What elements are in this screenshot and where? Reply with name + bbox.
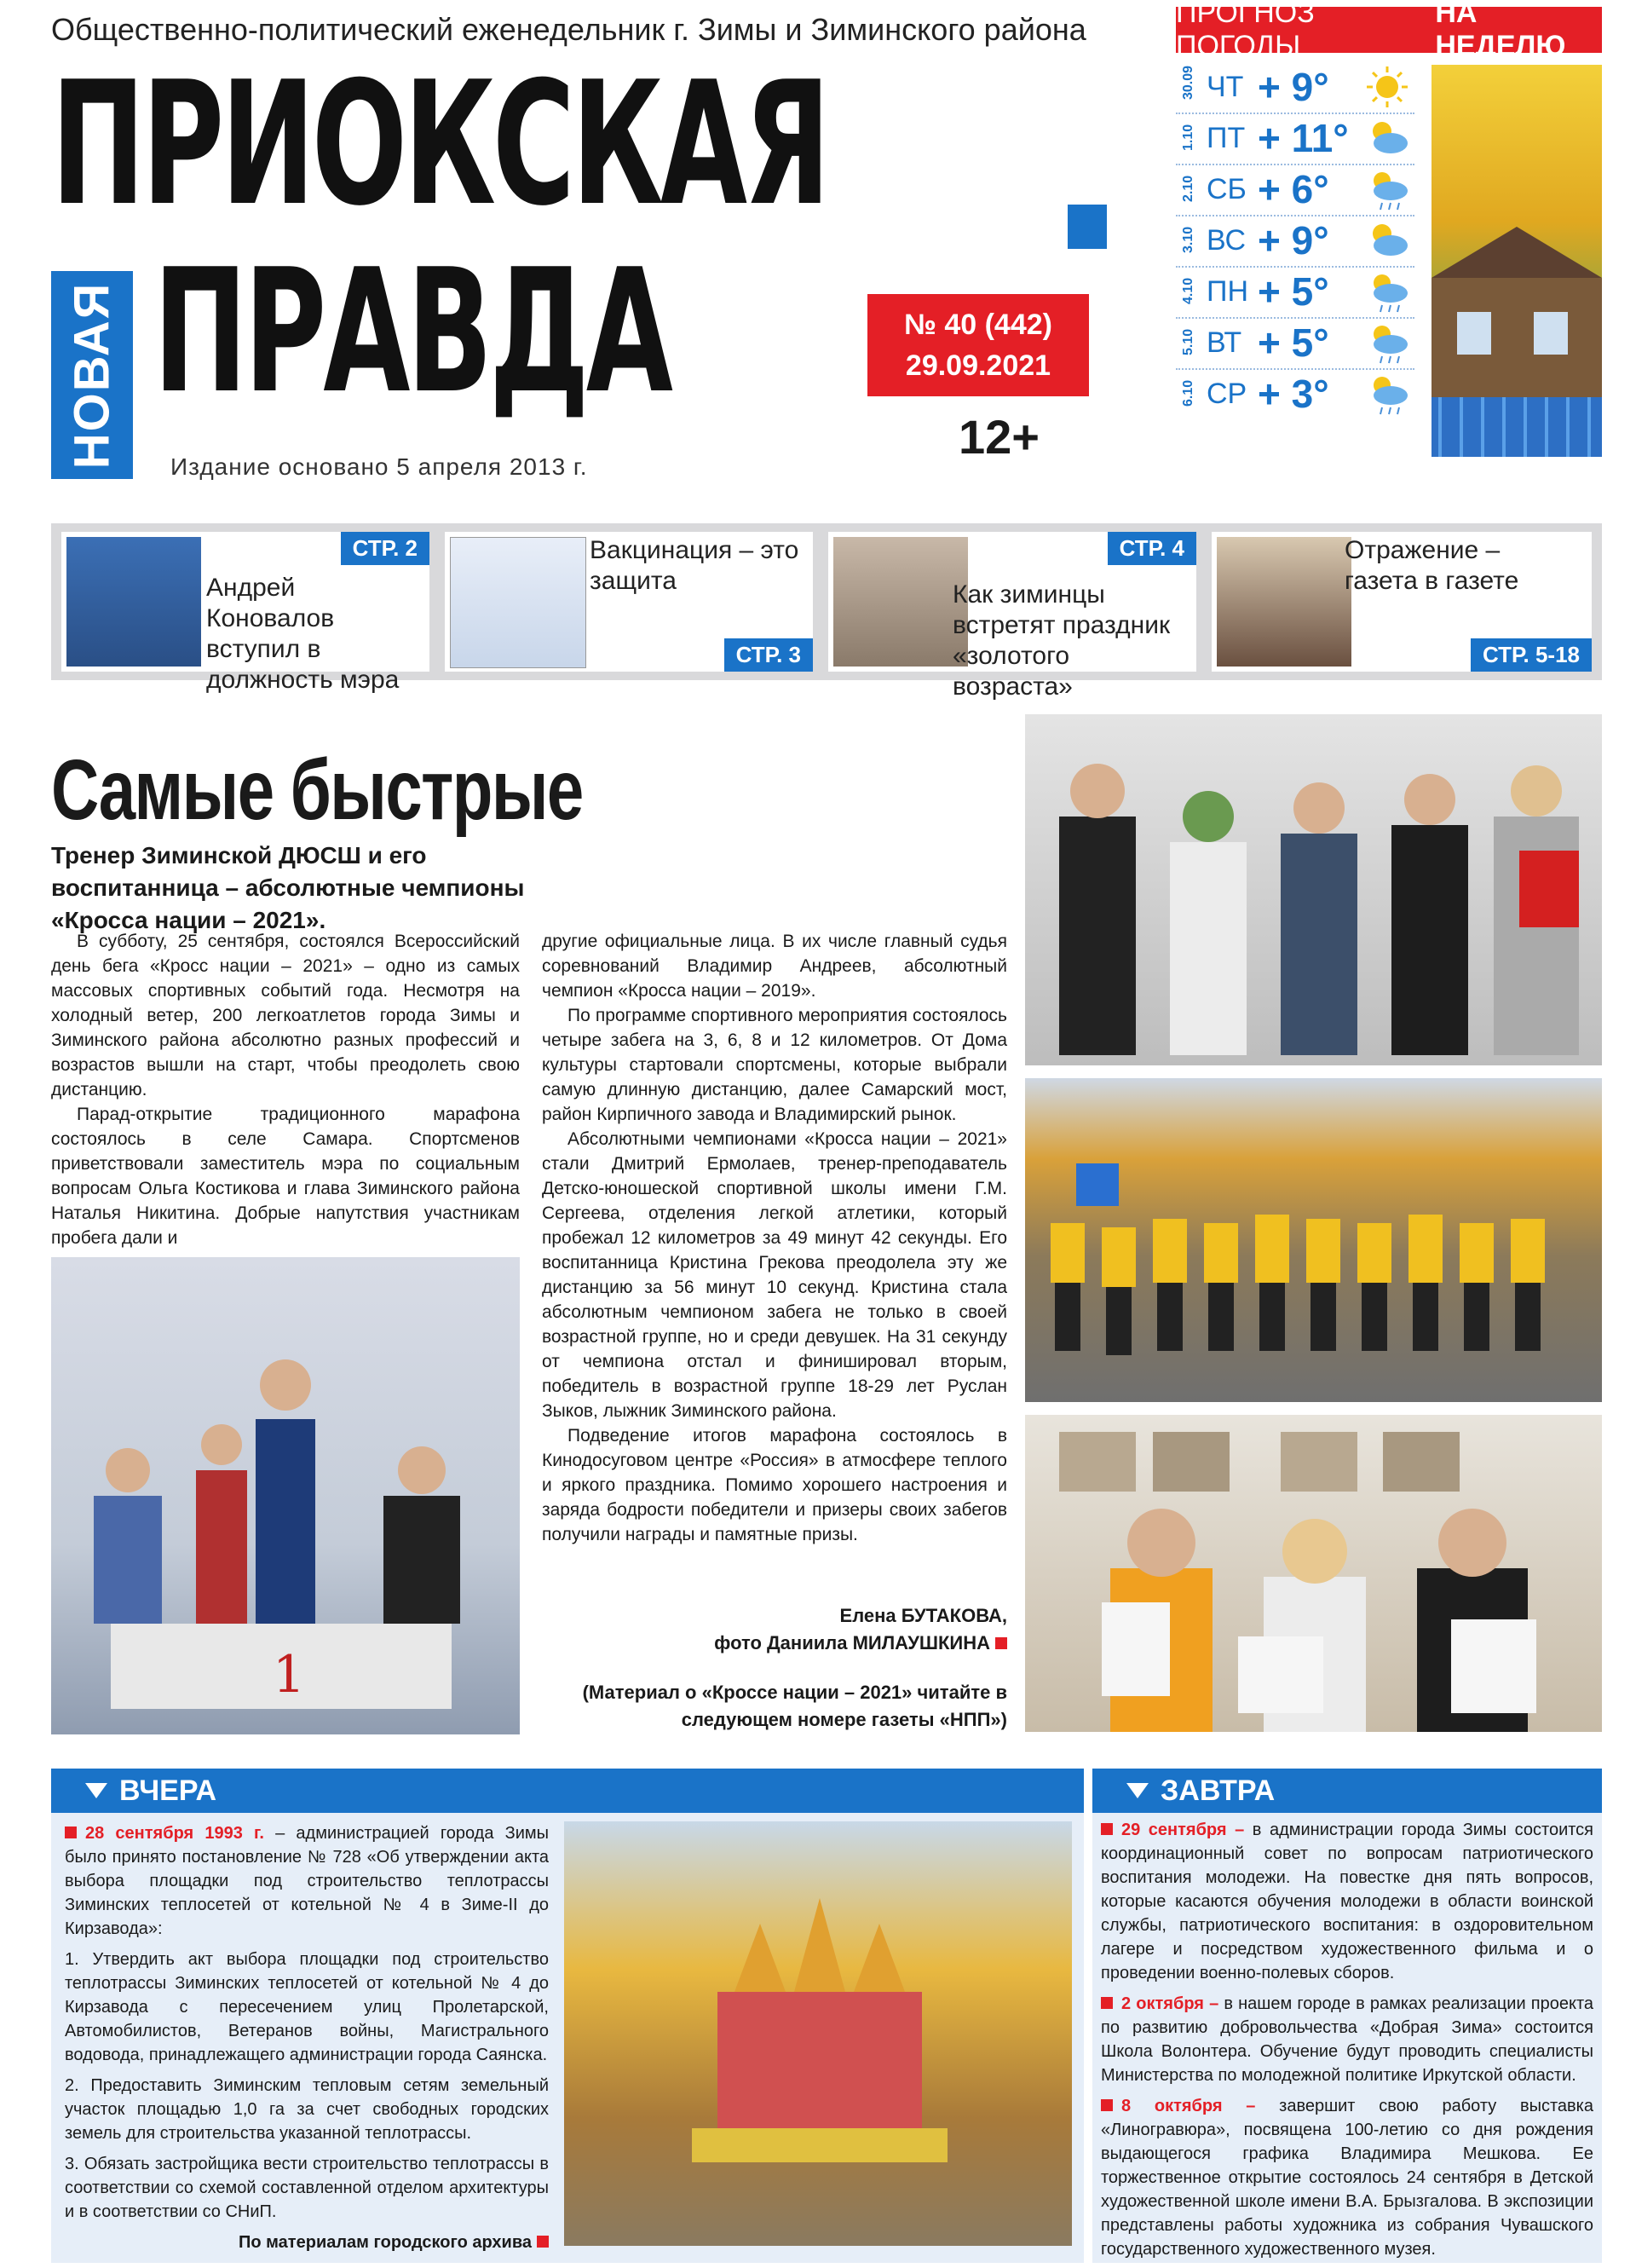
weather-row: [1176, 215, 1414, 266]
weather-date: 1.10: [1181, 124, 1195, 151]
issue-badge: [867, 294, 1089, 396]
end-mark: [537, 2236, 549, 2248]
teaser-text: Отражение – газета в газете: [1345, 536, 1519, 595]
girls-illustration: [1025, 1415, 1602, 1732]
tomorrow-item: [1101, 1818, 1593, 1985]
weather-row: [1176, 317, 1414, 368]
weather-temp: + 9°: [1258, 65, 1329, 109]
runners-illustration: [1025, 1078, 1602, 1402]
weather-date: 6.10: [1181, 379, 1195, 407]
weather-date: 2.10: [1181, 175, 1195, 202]
bullet-square: [1101, 2099, 1113, 2111]
cloud-rain-icon: [1365, 372, 1409, 416]
teaser-page-tag: СТР. 4: [1108, 532, 1196, 565]
yesterday-source-text: По материалам городского архива: [239, 2233, 532, 2252]
end-mark: [995, 1637, 1007, 1649]
tomorrow-heading: [1092, 1769, 1602, 1813]
playground-illustration: [564, 1821, 1072, 2246]
weather-date: 3.10: [1181, 226, 1195, 253]
cloud-rain-icon: [1365, 167, 1409, 211]
cloud-sun-icon: [1365, 218, 1409, 263]
weather-day: ПН: [1207, 274, 1248, 308]
weather-row: [1176, 368, 1414, 419]
bullet-square: [65, 1827, 77, 1838]
teaser-page-tag: СТР. 3: [724, 638, 813, 672]
yesterday-source: [65, 2230, 549, 2254]
tomorrow-text: [1101, 1818, 1593, 2268]
article-headline: Самые быстрые: [51, 742, 583, 838]
triangle-down-icon: [85, 1783, 107, 1798]
tomorrow-item-text: завершит свою работу выставка «Линогравюра», посвящена 100-летию со дня рождения выдающегося графика Владимира Мешкова. Ее торжественное открытие состоялось 24 сентября в Детской художественной школе имени В.А. Брызгалова. В экспозиции представлены работы художника из собрания Чувашского государственного художественного музея.: [1101, 2097, 1593, 2259]
girls-photo: [1025, 1415, 1602, 1732]
weather-temp: + 3°: [1258, 372, 1329, 416]
weather-heading: [1176, 0, 1602, 62]
article-column-1: [51, 929, 520, 1250]
yesterday-heading: [51, 1769, 1084, 1813]
yesterday-date: 28 сентября 1993 г.: [85, 1824, 264, 1843]
teaser-mayor[interactable]: [61, 532, 429, 694]
triangle-down-icon: [1126, 1783, 1149, 1798]
yesterday-item: 1. Утвердить акт выбора площадки под строительство теплотрассы Зиминских теплосетей от котельной № 4 до Кирзавода с пересечением улиц Пролетарской, Автомобилистов, Ветеранов войны, Магистрального водовода, принадлежащего администрации города Саянска.: [65, 1950, 549, 2064]
yesterday-intro-text: – администрацией города Зимы было принято постановление № 728 «Об утверждении акта выбора площадки под строительство теплотрассы Зиминских теплосетей от котельной № 4 в Зиме-II до Кирзавода»:: [65, 1824, 549, 1938]
weather-day: ПТ: [1207, 121, 1246, 154]
article-byline: [542, 1602, 1007, 1657]
article-paragraph: Абсолютными чемпионами «Кросса нации – 2021» стали Дмитрий Ермолаев, тренер-преподаватель Детско-юношеской спортивной школы имени Г.М. Сергеева, отделения легкой атлетики, который пробежал 12 километров за 49 минут 42 секунды. Его воспитанница Кристина Грекова преодолела эту же дистанцию за 56 минут 10 секунд. Кристина стала абсолютным чемпионом забега не только в своей возрастной группе, но и среди девушек. На 31 секунду от чемпиона отстал и финишировал вторым, победитель в возрастной группе 18-29 лет Руслан Зыков, лыжник Зиминского района.: [542, 1129, 1007, 1421]
teaser-vaccination-photo: [450, 537, 586, 668]
teaser-text: Андрей Коновалов вступил в должность мэра: [206, 574, 400, 694]
weather-day: ВТ: [1207, 326, 1242, 359]
runners-photo: [1025, 1078, 1602, 1402]
masthead-title-line1: ПРИОКСКАЯ: [51, 45, 827, 244]
cloud-rain-icon: [1365, 320, 1409, 365]
article-paragraph: другие официальные лица. В их числе главный судья соревнований Владимир Андреев, абсолютный чемпион «Кросса нации – 2019».: [542, 932, 1007, 1001]
issue-date: 29.09.2021: [905, 349, 1051, 382]
weather-temp: + 5°: [1258, 320, 1329, 365]
weather-row: [1176, 266, 1414, 317]
teaser-vaccination[interactable]: [445, 532, 813, 672]
weather-day: СР: [1207, 377, 1247, 410]
yesterday-text: [65, 1821, 549, 2261]
masthead-title-line2: ПРАВДА: [153, 233, 670, 431]
weather-temp: + 11°: [1258, 116, 1349, 160]
article-paragraph: По программе спортивного мероприятия состоялось четыре забега на 3, 6, 8 и 12 километров. От Дома культуры стартовали спортсмены, которые выбрали самую длинную дистанцию, далее Самарский мост, район Кирпичного завода и Владимирский рынок.: [542, 1006, 1007, 1124]
teaser-elderly[interactable]: [828, 532, 1196, 701]
officials-illustration: [1025, 714, 1602, 1065]
masthead-side-label: НОВАЯ: [64, 281, 120, 469]
weather-heading-b: НА НЕДЕЛЮ: [1435, 0, 1566, 62]
founded-note: Издание основано 5 апреля 2013 г.: [170, 453, 588, 480]
weather-row: [1176, 164, 1414, 215]
playground-photo: [564, 1821, 1072, 2246]
issue-number: № 40 (442): [904, 309, 1052, 341]
weather-heading-a: ПРОГНОЗ ПОГОДЫ: [1176, 0, 1315, 62]
weather-date: 4.10: [1181, 277, 1195, 304]
article-paragraph: В субботу, 25 сентября, состоялся Всероссийский день бега «Кросс нации – 2021» – одно из самых массовых спортивных событий года. Несмотря на холодный ветер, 200 легкоатлетов города Зимы и Зиминского района абсолютно разных профессий и возрастов вышли на старт, чтобы преодолеть свою дистанцию.: [51, 932, 520, 1099]
teaser-text: Как зиминцы встретят праздник «золотого возраста»: [953, 580, 1171, 701]
award-illustration: [51, 1257, 520, 1734]
age-rating: 12+: [959, 410, 1040, 464]
article-paragraph: Парад-открытие традиционного марафона состоялось в селе Самара. Спортсменов приветствовали заместитель мэра по социальным вопросам Ольга Костикова и глава Зиминского района Наталья Никитина. Добрые напутствия участникам пробега дали и: [51, 1105, 520, 1248]
tomorrow-item-date: 8 октября –: [1121, 2097, 1256, 2115]
tomorrow-item-date: 29 сентября –: [1121, 1821, 1245, 1839]
tomorrow-item-text: в нашем городе в рамках реализации проекта по развитию добровольчества «Добрая Зима» состоится Школа Волонтера. Обучение будут проводить специалисты Министерства по молодежной политике Иркутской области.: [1101, 1994, 1594, 2085]
teaser-mayor-photo: [66, 537, 201, 667]
house-illustration: [1432, 65, 1602, 457]
yesterday-intro: [65, 1821, 549, 1941]
article-paragraph: Подведение итогов марафона состоялось в Кинодосуговом центре «Россия» в атмосфере теплого и яркого праздника. Помимо хорошего настроения и заряда бодрости победители и призеры своих забегов получили награды и памятные призы.: [542, 1426, 1007, 1544]
weather-date: 30.09: [1181, 65, 1195, 100]
tomorrow-item: [1101, 2094, 1593, 2261]
masthead-dot: [1068, 205, 1107, 249]
weather-date: 5.10: [1181, 328, 1195, 355]
yesterday-item: 2. Предоставить Зиминским тепловым сетям земельный участок площадью 1,0 га за счет свободных городских земель для строительства указанной теплотрассы.: [65, 2076, 549, 2143]
award-photo: [51, 1257, 520, 1734]
sun-icon: [1365, 65, 1409, 109]
teaser-reflection-photo: [1217, 537, 1351, 667]
weather-row: [1176, 113, 1414, 164]
bullet-square: [1101, 1823, 1113, 1835]
article-note: (Материал о «Кроссе нации – 2021» читайте в следующем номере газеты «НПП»): [582, 1682, 1007, 1730]
weather-temp: + 9°: [1258, 218, 1329, 263]
weather-temp: + 5°: [1258, 269, 1329, 314]
yesterday-item: 3. Обязать застройщика вести строительство теплотрассы в соответствии со схемой составленной отделом архитектуры и в соответствии со СНиП.: [65, 2155, 549, 2221]
weather-day: ВС: [1207, 223, 1247, 257]
teaser-page-tag: СТР. 5-18: [1471, 638, 1592, 672]
officials-photo: [1025, 714, 1602, 1065]
teaser-reflection[interactable]: [1212, 532, 1592, 672]
house-photo: [1432, 65, 1602, 457]
article-photo-credit: фото Даниила МИЛАУШКИНА: [714, 1632, 990, 1653]
bullet-square: [1101, 1997, 1113, 2009]
cloud-rain-icon: [1365, 269, 1409, 314]
teaser-elderly-photo: [833, 537, 968, 667]
yesterday-heading-label: ВЧЕРА: [119, 1774, 217, 1807]
weather-row: [1176, 61, 1414, 113]
tomorrow-item-text: в администрации города Зимы состоится координационный совет по вопросам патриотического воспитания молодежи. На повестке дня пять вопросов, которые касаются обучения молодежи в области воинской службы, патриотического воспитания: в оздоровительном лагере и посредством художественного фильма и о проведении военно-полевых сборов.: [1101, 1821, 1594, 1982]
weather-temp: + 6°: [1258, 167, 1329, 211]
cloud-sun-icon: [1365, 116, 1409, 160]
article-author: Елена БУТАКОВА,: [839, 1605, 1007, 1626]
teaser-page-tag: СТР. 2: [341, 532, 429, 565]
article-lead: Тренер Зиминской ДЮСШ и его воспитанница – абсолютные чемпионы «Кросса нации – 2021».: [51, 842, 525, 933]
tomorrow-heading-label: ЗАВТРА: [1161, 1774, 1276, 1807]
tomorrow-item: [1101, 1992, 1593, 2087]
weather-day: СБ: [1207, 172, 1247, 205]
article-column-2: [542, 929, 1007, 1547]
svg-text:1: 1: [273, 1645, 306, 1705]
teaser-text: Вакцинация – это защита: [590, 536, 799, 595]
tagline: Общественно-политический еженедельник г. Зимы и Зиминского района: [51, 12, 1086, 47]
weather-day: ЧТ: [1207, 70, 1244, 103]
tomorrow-item-date: 2 октября –: [1121, 1994, 1219, 2013]
